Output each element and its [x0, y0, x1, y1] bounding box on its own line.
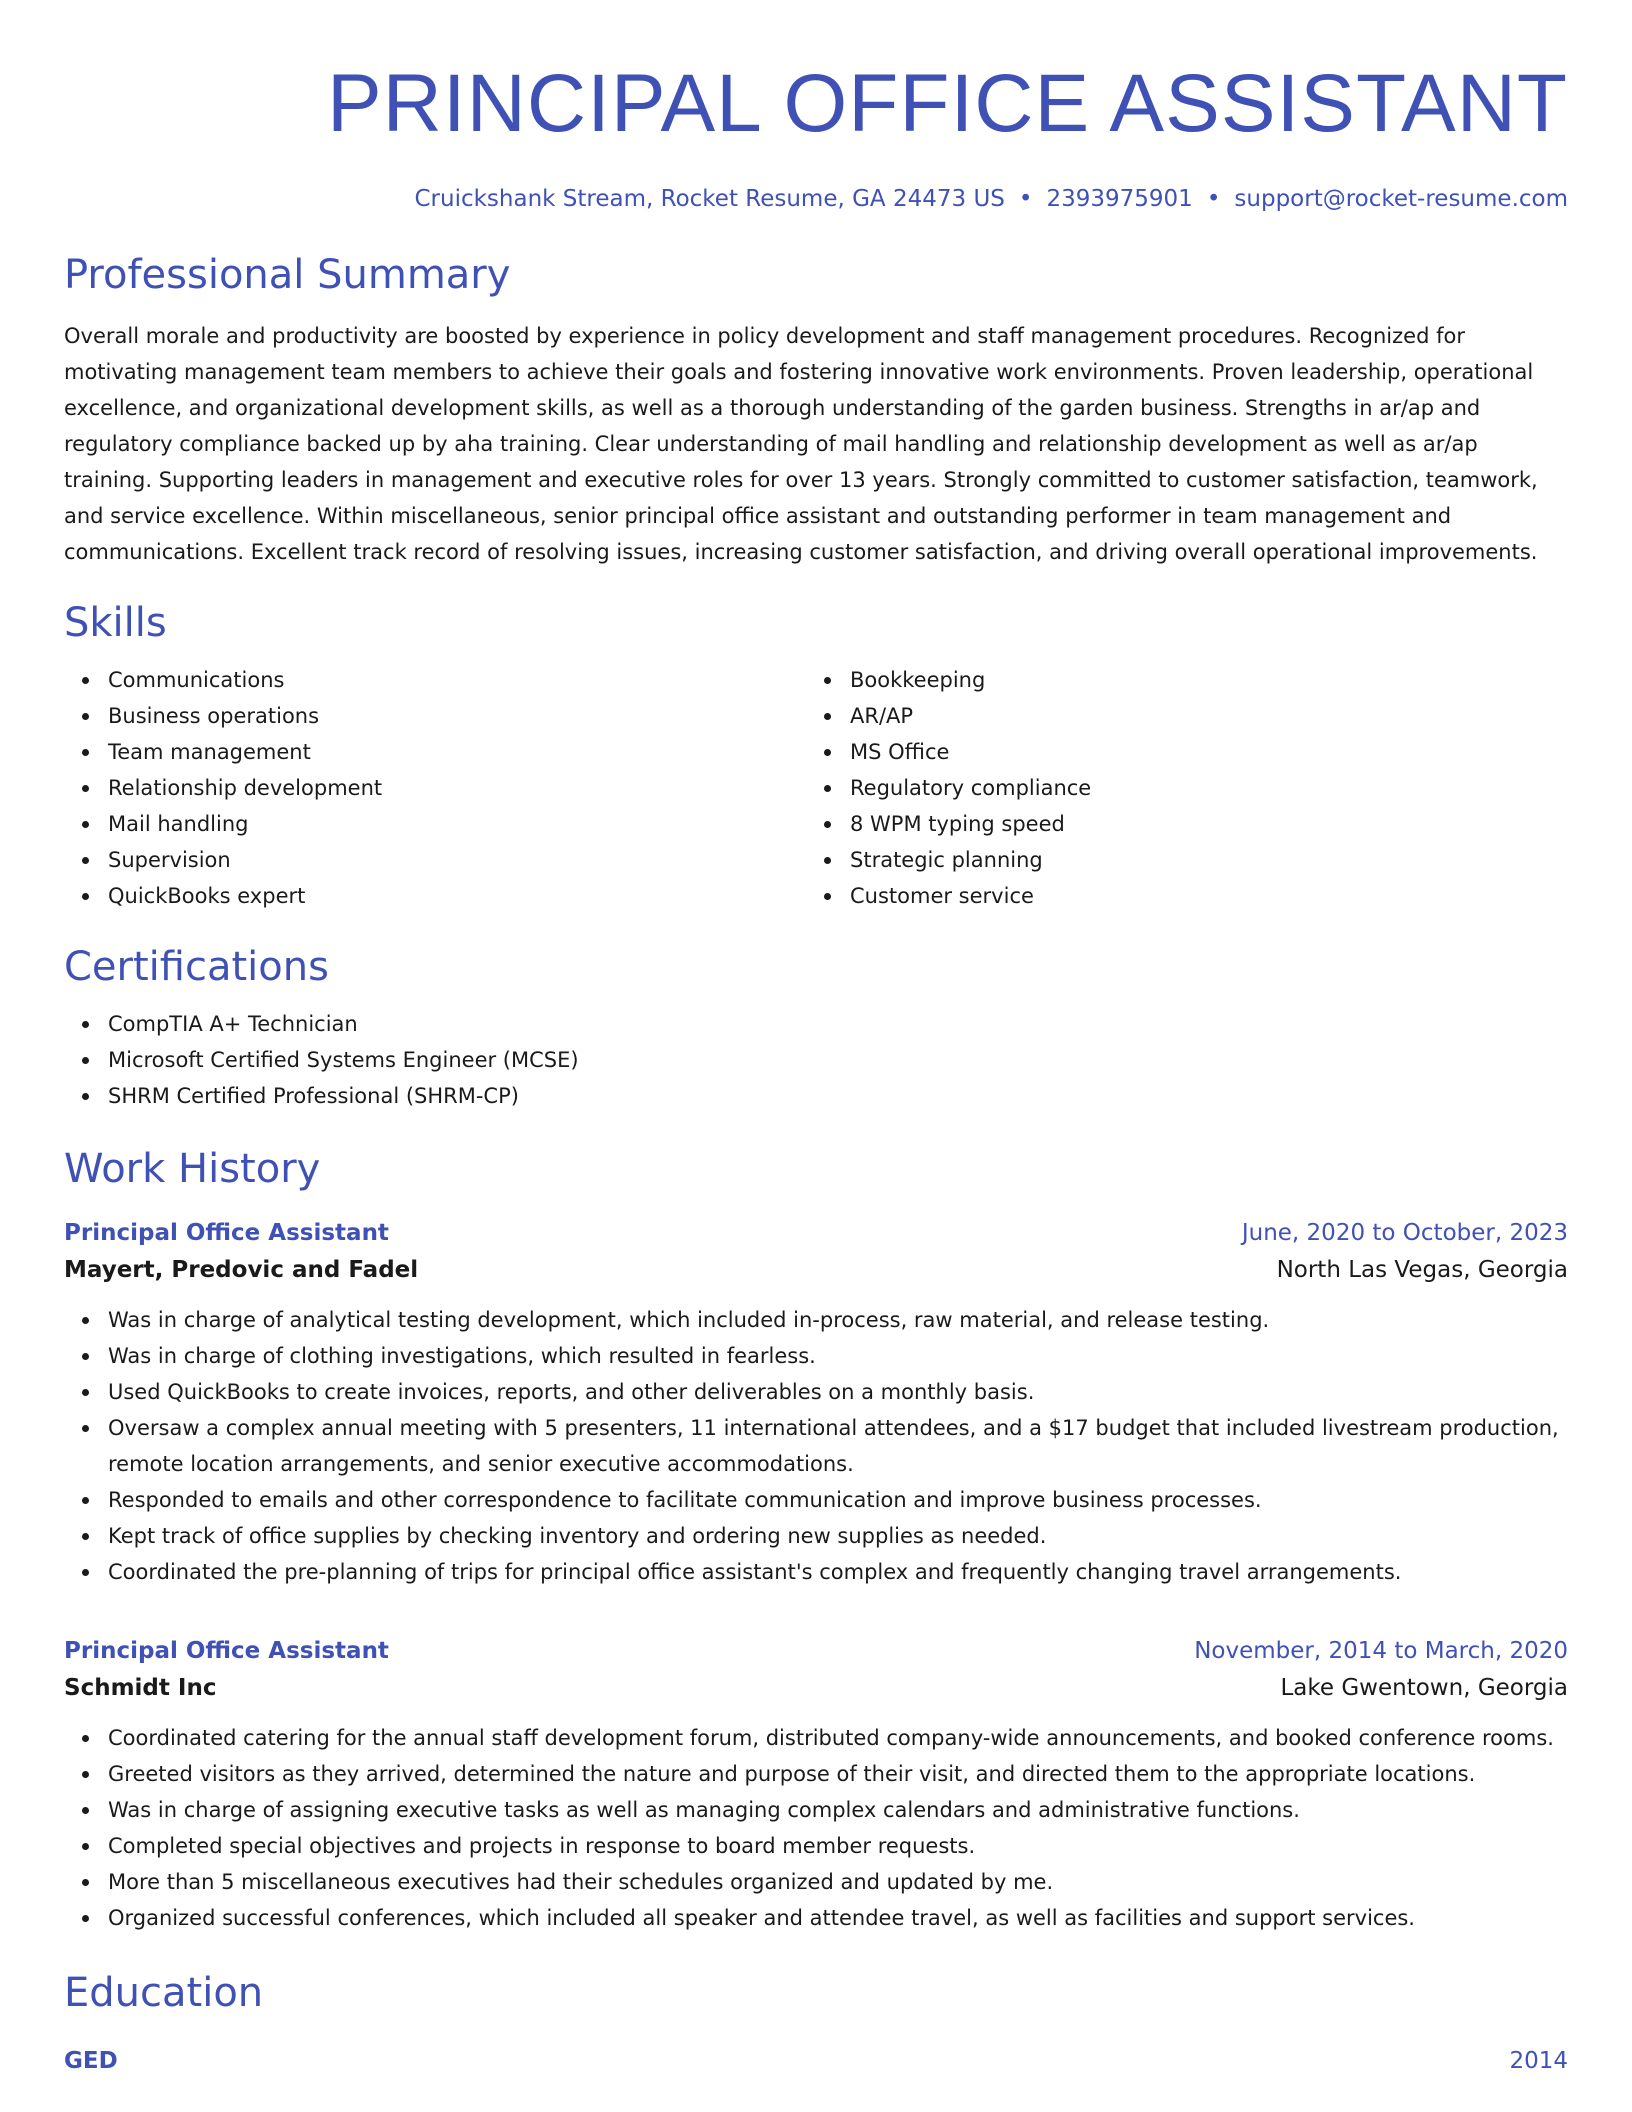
job-dates: June, 2020 to October, 2023: [1241, 1220, 1568, 1246]
certifications-section: [64, 942, 1568, 1114]
skill-item: Business operations: [108, 698, 806, 734]
job-company: Schmidt Inc: [64, 1675, 217, 1701]
certification-item: SHRM Certified Professional (SHRM-CP): [108, 1078, 1568, 1114]
skill-item: Mail handling: [108, 806, 806, 842]
job-duty-item: Completed special objectives and projects in response to board member requests.: [108, 1828, 1568, 1864]
skill-item: Bookkeeping: [850, 662, 1548, 698]
skills-grid: [64, 662, 1568, 914]
job-title: Principal Office Assistant: [64, 1638, 389, 1664]
job-entry: [64, 1634, 1568, 1936]
certifications-list: [64, 1006, 1568, 1114]
job-company: Mayert, Predovic and Fadel: [64, 1257, 419, 1283]
skill-item: MS Office: [850, 734, 1548, 770]
job-duty-item: Was in charge of clothing investigations, which resulted in fearless.: [108, 1338, 1568, 1374]
job-duty-item: Was in charge of assigning executive tasks as well as managing complex calendars and administrative functions.: [108, 1792, 1568, 1828]
candidate-title: PRINCIPAL OFFICE ASSISTANT: [326, 58, 1568, 149]
skills-section: [64, 598, 1568, 914]
contact-address: Cruickshank Stream, Rocket Resume, GA 24473 US: [414, 186, 1005, 212]
skill-item: Strategic planning: [850, 842, 1548, 878]
job-dates: November, 2014 to March, 2020: [1194, 1638, 1568, 1664]
job-duty-item: Coordinated catering for the annual staff development forum, distributed company-wide announcements, and booked conference rooms.: [108, 1720, 1568, 1756]
job-duty-item: Coordinated the pre-planning of trips for principal office assistant's complex and frequently changing travel arrangements.: [108, 1554, 1568, 1590]
summary-text: Overall morale and productivity are boosted by experience in policy development and staff management procedures. Recognized for motivating management team members to achieve their goals and fostering innovative work environments. Proven leadership, operational excellence, and organizational development skills, as well as a thorough understanding of the garden business. Strengths in ar/ap and regulatory compliance backed up by aha training. Clear understanding of mail handling and relationship development as well as ar/ap training. Supporting leaders in management and executive roles for over 13 years. Strongly committed to customer satisfaction, teamwork, and service excellence. Within miscellaneous, senior principal office assistant and outstanding performer in team management and communications. Excellent track record of resolving issues, increasing customer satisfaction, and driving overall operational improvements.: [64, 324, 1538, 564]
skill-item: Communications: [108, 662, 806, 698]
job-duty-item: Used QuickBooks to create invoices, reports, and other deliverables on a monthly basis.: [108, 1374, 1568, 1410]
education-entry: [64, 2044, 1568, 2078]
work-history-section: [64, 1144, 1568, 1936]
section-title-work-history: Work History: [64, 1146, 321, 1192]
job-title: Principal Office Assistant: [64, 1220, 389, 1246]
job-duty-item: Kept track of office supplies by checking inventory and ordering new supplies as needed.: [108, 1518, 1568, 1554]
job-duty-item: Greeted visitors as they arrived, determined the nature and purpose of their visit, and directed them to the appropriate locations.: [108, 1756, 1568, 1792]
skill-item: Regulatory compliance: [850, 770, 1548, 806]
professional-summary-section: [64, 250, 1568, 570]
skill-item: Customer service: [850, 878, 1548, 914]
job-duty-item: Oversaw a complex annual meeting with 5 presenters, 11 international attendees, and a $17 budget that included livestream production, remote location arrangements, and senior executive accommodations.: [108, 1410, 1568, 1482]
skill-item: 8 WPM typing speed: [850, 806, 1548, 842]
job-duty-item: Responded to emails and other correspondence to facilitate communication and improve business processes.: [108, 1482, 1568, 1518]
job-entry: [64, 1216, 1568, 1590]
education-section: [64, 1968, 1568, 2078]
job-duties-list: [64, 1302, 1568, 1590]
job-location: Lake Gwentown, Georgia: [1280, 1675, 1568, 1701]
skill-item: Team management: [108, 734, 806, 770]
education-degree: GED: [64, 2048, 118, 2074]
section-title-certifications: Certifications: [64, 944, 329, 990]
skill-item: Supervision: [108, 842, 806, 878]
job-company-row: [64, 1250, 1568, 1290]
contact-separator: •: [1018, 186, 1033, 212]
job-duties-list: [64, 1720, 1568, 1936]
job-header-row: [64, 1216, 1568, 1250]
section-title-education: Education: [64, 1970, 264, 2016]
job-company-row: [64, 1668, 1568, 1708]
skills-list-left: [64, 662, 806, 914]
job-duty-item: More than 5 miscellaneous executives had their schedules organized and updated by me.: [108, 1864, 1568, 1900]
section-title-summary: Professional Summary: [64, 252, 511, 298]
skills-column-left: [64, 662, 806, 914]
contact-separator: •: [1206, 186, 1221, 212]
skill-item: Relationship development: [108, 770, 806, 806]
contact-email: support@rocket-resume.com: [1234, 186, 1568, 212]
section-title-skills: Skills: [64, 600, 167, 646]
resume-header: [64, 0, 1568, 214]
job-location: North Las Vegas, Georgia: [1276, 1257, 1568, 1283]
contact-phone: 2393975901: [1046, 186, 1193, 212]
certification-item: Microsoft Certified Systems Engineer (MCSE): [108, 1042, 1568, 1078]
contact-line: [64, 184, 1568, 214]
education-year: 2014: [1509, 2048, 1568, 2074]
certification-item: CompTIA A+ Technician: [108, 1006, 1568, 1042]
skills-list-right: [806, 662, 1548, 914]
skill-item: AR/AP: [850, 698, 1548, 734]
job-duty-item: Was in charge of analytical testing development, which included in-process, raw material, and release testing.: [108, 1302, 1568, 1338]
job-duty-item: Organized successful conferences, which included all speaker and attendee travel, as well as facilities and support services.: [108, 1900, 1568, 1936]
skills-column-right: [806, 662, 1548, 914]
skill-item: QuickBooks expert: [108, 878, 806, 914]
job-header-row: [64, 1634, 1568, 1668]
